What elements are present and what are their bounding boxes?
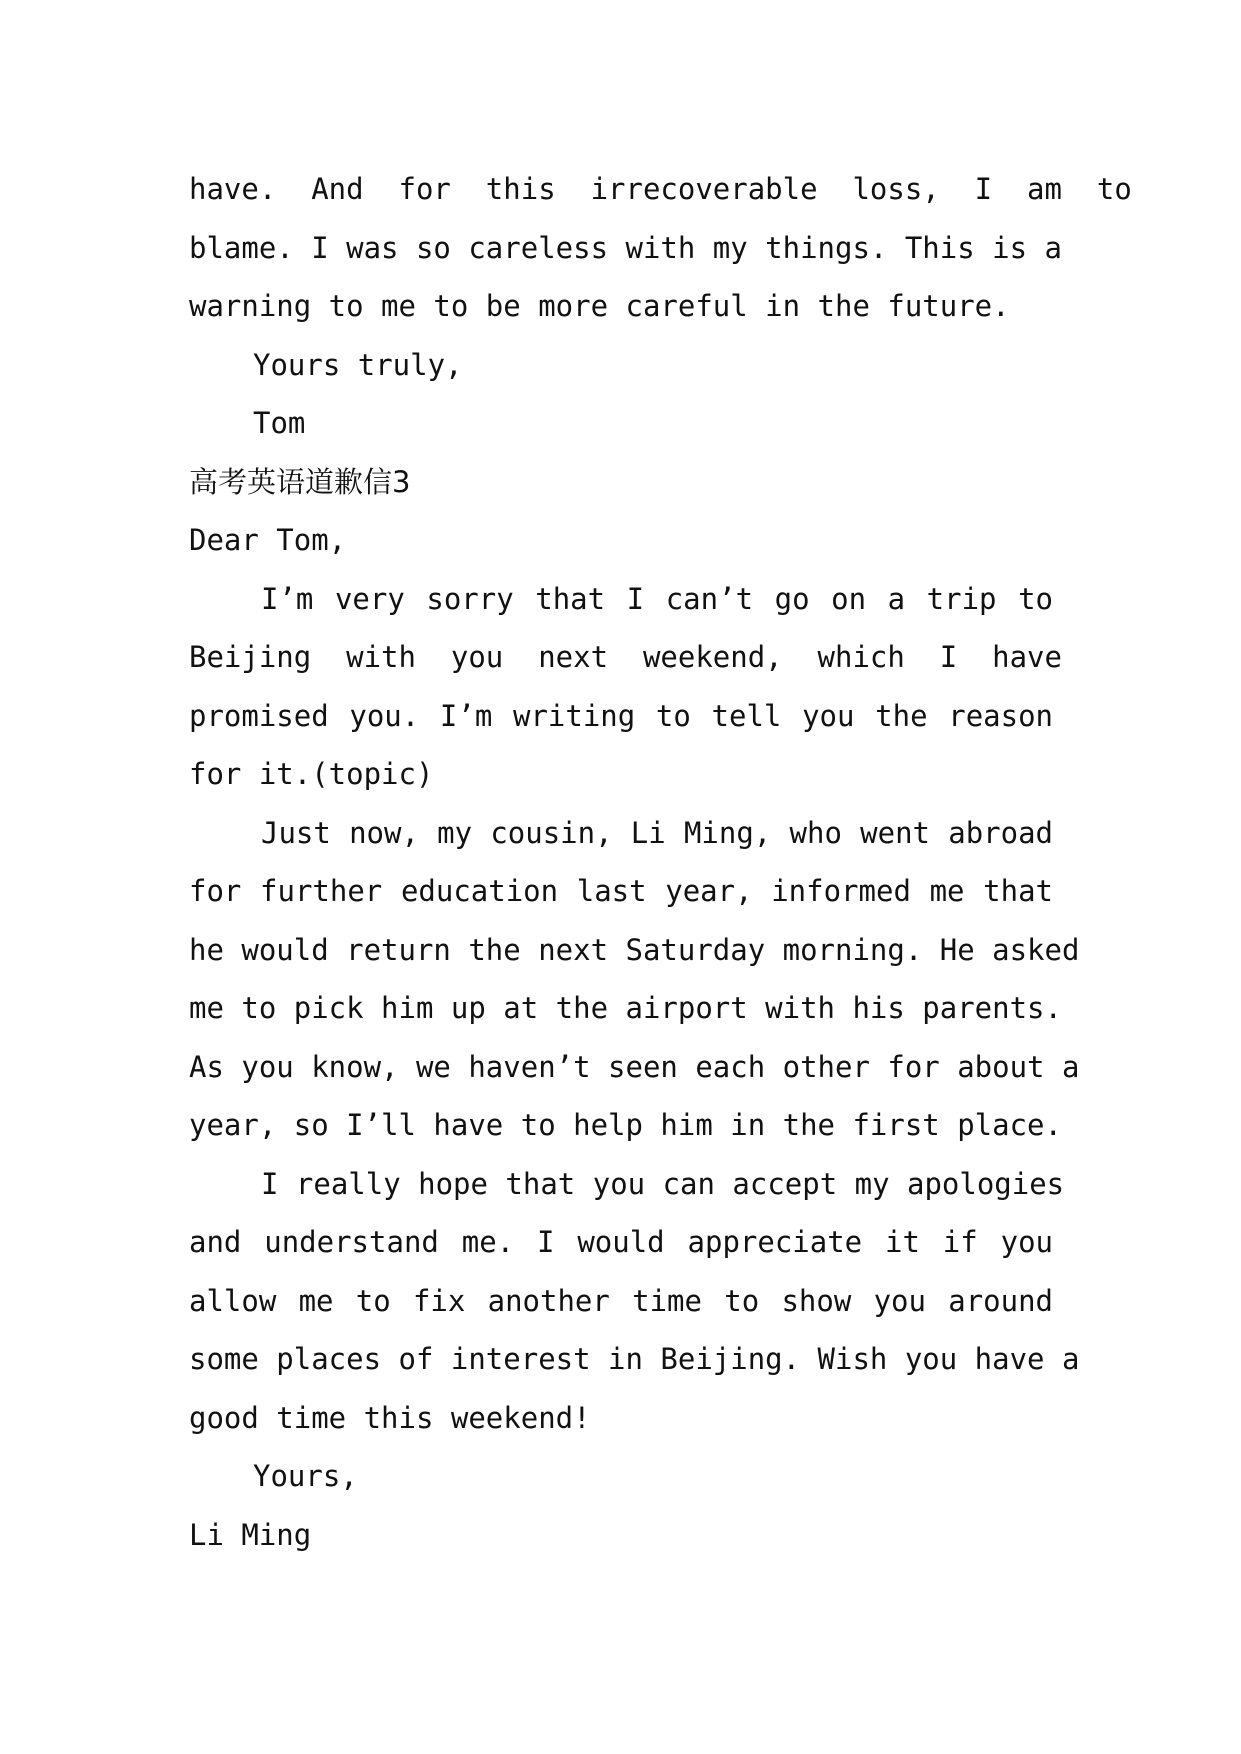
letter1-closing: Yours truly,	[253, 347, 463, 382]
p1-line-4: for it.(topic)	[189, 757, 434, 791]
p2-line-4: me to pick him up at the airport with his parents.	[189, 991, 1062, 1025]
p1-line-3: promised you. I’m writing to tell you the reason	[189, 698, 1053, 733]
letter1-signature: Tom	[253, 406, 306, 440]
p3-line-1: I really hope that you can accept my apologies	[261, 1166, 1065, 1201]
p3-line-5: good time this weekend!	[189, 1400, 591, 1435]
letter1-line-2: blame. I was so careless with my things. This is a	[189, 230, 1062, 265]
p1-line-2: Beijing with you next weekend, which I have	[189, 640, 1062, 674]
p2-line-6: year, so I’ll have to help him in the first place.	[189, 1108, 1062, 1142]
letter2-closing: Yours,	[253, 1459, 358, 1493]
p1-line-1: I’m very sorry that I can’t go on a trip to	[261, 581, 1053, 616]
p2-line-2: for further education last year, informed me that	[189, 874, 1053, 908]
p3-line-3: allow me to fix another time to show you around	[189, 1283, 1053, 1318]
document-page	[189, 160, 1132, 1564]
p2-line-3: he would return the next Saturday morning. He asked	[189, 932, 1080, 967]
letter1-line-1: have. And for this irrecoverable loss, I am to	[189, 172, 1132, 206]
p2-line-5: As you know, we haven’t seen each other for about a	[189, 1049, 1080, 1084]
letter2-salutation: Dear Tom,	[189, 523, 347, 557]
p2-line-1: Just now, my cousin, Li Ming, who went abroad	[261, 815, 1053, 850]
letter2-signature: Li Ming	[189, 1517, 312, 1552]
p3-line-4: some places of interest in Beijing. Wish you have a	[189, 1342, 1080, 1376]
p3-line-2: and understand me. I would appreciate it if you	[189, 1225, 1053, 1259]
letter1-line-3: warning to me to be more careful in the future.	[189, 289, 1010, 323]
section-heading: 高考英语道歉信3	[189, 464, 411, 499]
